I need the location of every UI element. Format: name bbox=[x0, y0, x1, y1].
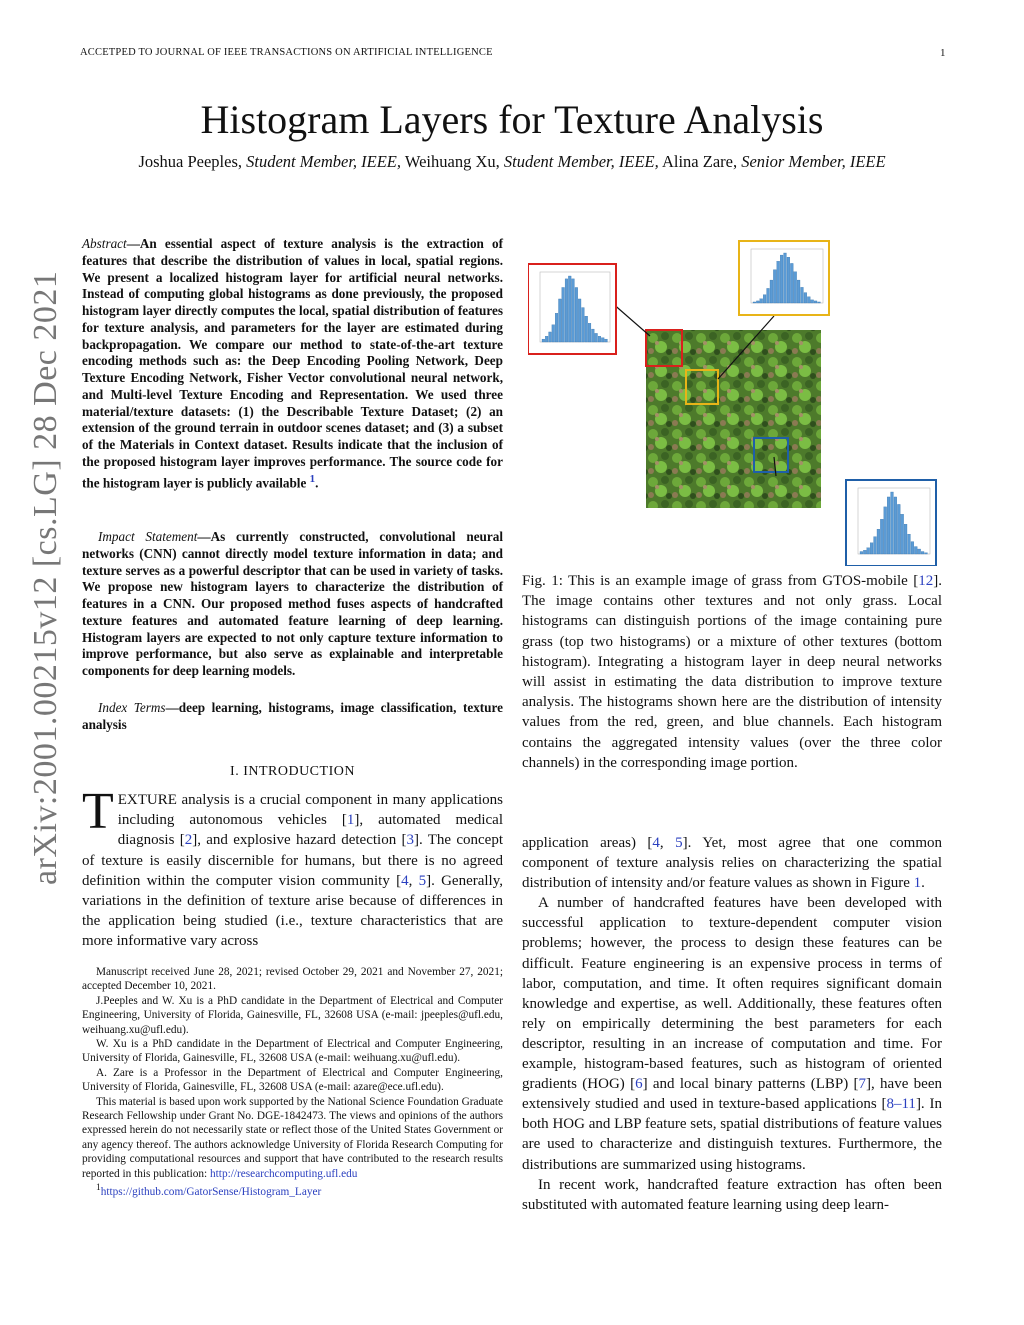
histogram-bar bbox=[904, 524, 907, 554]
author-name: Weihuang Xu, bbox=[401, 152, 504, 171]
histogram-bar bbox=[901, 514, 904, 554]
text: , bbox=[408, 872, 419, 889]
body-text bbox=[522, 833, 942, 1215]
histogram-bar bbox=[592, 329, 595, 342]
author-line bbox=[0, 152, 1024, 172]
histogram-bar bbox=[797, 280, 800, 303]
author-role: Student Member, IEEE, bbox=[503, 152, 659, 171]
histogram-bar bbox=[818, 302, 821, 303]
histogram-bar bbox=[585, 316, 588, 342]
histogram-bar bbox=[770, 280, 773, 303]
histogram-bar bbox=[780, 255, 783, 303]
histogram-bar bbox=[794, 272, 797, 303]
running-header: ACCETPED TO JOURNAL OF IEEE TRANSACTIONS ON ARTIFICIAL INTELLIGENCE bbox=[80, 47, 493, 58]
histogram-bar bbox=[884, 507, 887, 554]
abstract bbox=[82, 236, 503, 492]
histogram-bar bbox=[887, 497, 890, 554]
histogram-bar bbox=[908, 534, 911, 554]
author-role: Student Member, IEEE, bbox=[246, 152, 402, 171]
histogram-bar bbox=[790, 263, 793, 303]
histogram-bar bbox=[880, 519, 883, 554]
histogram-bar bbox=[559, 299, 562, 342]
text: . bbox=[921, 875, 925, 892]
impact-statement bbox=[82, 529, 503, 680]
intro-paragraph bbox=[82, 783, 503, 952]
histogram-bar bbox=[562, 287, 565, 342]
citation-link[interactable]: 5 bbox=[418, 872, 427, 889]
histogram-bar bbox=[601, 338, 604, 342]
abstract-text: —An essential aspect of texture analysis is the extraction of features that describe the distribution of values in local, spatial regions. We present a localized histogram layer for artificial neural networks. Instead of computing global histograms as done previously, the proposed histogram layer directly computes the local, spatial distribution of features for texture analysis, and parameters for the layer are estimated during backpropagation. We compare our method to state-of-the-art texture encoding methods such as: the Deep Encoding Pooling Network, Deep Texture Encoding Network, Fisher Vector convolutional neural network, and Multi-level Texture Encoding and Representation. We used three material/texture datasets: (1) the Describable Texture Dataset; (2) an extension of the ground terrain in outdoor scenes dataset; and (3) a subset of the Materials in Context dataset. Results indicate that the inclusion of the proposed histogram layer improves performance. The source code for the histogram layer is publicly available bbox=[82, 236, 503, 490]
paper-title: Histogram Layers for Texture Analysis bbox=[200, 97, 824, 142]
histogram-bar bbox=[568, 276, 571, 342]
histogram-bar bbox=[542, 339, 545, 342]
footnote bbox=[82, 1181, 503, 1199]
citation-link[interactable]: 1 bbox=[346, 812, 355, 829]
text: EXTURE analysis is a crucial component in many applications including autonomous vehicles [ bbox=[117, 792, 503, 829]
index-label: Index Terms bbox=[98, 700, 166, 715]
arxiv-stamp: arXiv:2001.00215v12 [cs.LG] 28 Dec 2021 bbox=[27, 270, 64, 885]
histogram-bar bbox=[555, 313, 558, 342]
histogram-bar bbox=[918, 549, 921, 554]
histogram-bar bbox=[767, 288, 770, 303]
github-link[interactable]: https://github.com/GatorSense/Histogram_Layer bbox=[100, 1185, 322, 1198]
histogram-bar bbox=[804, 293, 807, 303]
histogram-bar bbox=[877, 529, 880, 554]
text: This material is based upon work supported by the National Science Foundation Graduate Research Fellowship under Grant No. DGE-1842473. The views and opinions of the authors expressed herein do not necessarily state or reflect those of the United States Government or any agency thereof. The authors acknowledge University of Florida Research Computing for providing computational resources and support that have contributed to the research results reported in this publication: bbox=[82, 1095, 503, 1180]
histogram-bar bbox=[552, 325, 555, 342]
citation-link[interactable]: 12 bbox=[918, 573, 934, 589]
footnote: W. Xu is a PhD candidate in the Department of Electrical and Computer Engineering, University of Florida, Gainesville, FL, 32608 USA (e-mail: weihuang.xu@ufl.edu). bbox=[82, 1038, 503, 1065]
text: ]. Generally, variations in the definition of texture arise because of differences in the application being studied (i.e., texture characteristics that are more informative vary across bbox=[82, 872, 503, 950]
url-link[interactable]: http://researchcomputing.ufl.edu bbox=[210, 1167, 358, 1180]
text: ], and explosive hazard detection [ bbox=[192, 832, 407, 849]
histogram-bar bbox=[598, 336, 601, 342]
histogram-bar bbox=[575, 287, 578, 342]
text: , bbox=[659, 835, 676, 851]
text: A number of handcrafted features have been developed with successful application to texture-dependent computer vision problems; however, the process to design these features can be difficult. Feature engineering is an expensive process in terms of labor, computation, and time. It often requires significant domain knowledge and expertise, as well. Additionally, these features often rely on empirically determining the best parameters for each descriptor, resulting in an increase of computation and time. For example, histogram-based features, such as histogram of oriented gradients (HOG) [ bbox=[522, 895, 942, 1093]
histogram-bar bbox=[588, 323, 591, 342]
histogram-bar bbox=[565, 279, 568, 342]
page-number: 1 bbox=[940, 47, 946, 59]
histogram-bar bbox=[894, 497, 897, 554]
footnote-mark[interactable]: 1 bbox=[309, 472, 316, 485]
citation-link[interactable]: 5 bbox=[675, 835, 683, 851]
impact-text: —As currently constructed, convolutional neural networks (CNN) cannot directly model texture information in data; and texture serves as a powerful descriptor that can be used in variety of tasks. We propose new histogram layers to characterize the distribution of features in a CNN. Our proposed method fuses aspects of handcrafted texture features and automated feature learning of deep learning. Histogram layers are expected to not only capture texture information to improve performance, but also serve as explainable and interpretable components for deep learning models. bbox=[82, 529, 503, 678]
histogram-bar bbox=[874, 537, 877, 554]
histogram-bar bbox=[867, 548, 870, 554]
histogram-bar bbox=[784, 253, 787, 303]
histogram-bar bbox=[814, 301, 817, 303]
paragraph: In recent work, handcrafted feature extraction has often been substituted with automated feature learning using deep learn- bbox=[522, 1176, 942, 1213]
footnote bbox=[82, 1095, 503, 1181]
histogram-bar bbox=[753, 302, 756, 303]
histogram-bar bbox=[572, 279, 575, 342]
citation-link[interactable]: 7 bbox=[858, 1076, 866, 1093]
author-name: Joshua Peeples, bbox=[138, 152, 247, 171]
footnote: A. Zare is a Professor in the Department of Electrical and Computer Engineering, University of Florida, Gainesville, FL, 32608 USA (e-mail: azare@ece.ufl.edu). bbox=[82, 1066, 503, 1094]
text: ]. Yet, most agree that one common component of texture analysis relies on characterizing the spatial distribution of intensity and/or feature values as shown in Figure bbox=[522, 835, 942, 892]
histogram-bar bbox=[578, 299, 581, 342]
histogram-bar bbox=[549, 332, 552, 342]
citation-link[interactable]: 6 bbox=[635, 1076, 643, 1093]
section-heading: I. INTRODUCTION bbox=[230, 764, 355, 779]
histogram-bar bbox=[863, 550, 866, 554]
impact-label: Impact Statement bbox=[98, 529, 198, 544]
histogram-bar bbox=[921, 552, 924, 554]
footnote: J.Peeples and W. Xu is a PhD candidate in the Department of Electrical and Computer Engineering, University of Florida, Gainesville, FL, 32608 USA (e-mail: jpeeples@ufl.edu, weihuang.xu@ufl.edu). bbox=[82, 994, 503, 1036]
histogram-bar bbox=[777, 261, 780, 303]
histogram-bar bbox=[807, 297, 810, 303]
paragraph bbox=[522, 833, 942, 893]
histogram-bar bbox=[801, 287, 804, 303]
histogram-bar bbox=[763, 295, 766, 303]
author-name: Alina Zare, bbox=[658, 152, 742, 171]
text: Fig. 1: This is an example image of grass from GTOS-mobile [ bbox=[522, 573, 919, 589]
text: ], automated medical diagnosis [ bbox=[117, 812, 503, 849]
histogram-bar bbox=[860, 552, 863, 554]
histogram-bar bbox=[897, 504, 900, 554]
figure-link[interactable]: 1 bbox=[913, 875, 922, 892]
grass-photo bbox=[646, 330, 821, 508]
index-text: —deep learning, histograms, image classification, texture analysis bbox=[82, 700, 503, 732]
histogram-bar bbox=[773, 270, 776, 303]
text: ]. The image contains other textures and not only grass. Local histograms can distinguish portions of the image containing pure grass (top two histograms) or a mixture of other textures (bottom histogram). Integrating a histogram layer in deep neural networks will assist in estimating the data distribution to improve texture analysis. The histograms shown here are the distribution of intensity values from the red, green, and blue channels. Each histogram contains the aggregated intensity values (over the three color channels) in the corresponding image portion. bbox=[522, 573, 942, 771]
histogram-bar bbox=[595, 333, 598, 342]
histogram-bar bbox=[925, 553, 928, 554]
figure-grass-histograms bbox=[528, 236, 940, 566]
text: ]. The concept of texture is easily discernible for humans, but there is no agreed definition within the computer vision community [ bbox=[82, 832, 503, 889]
histogram-bar bbox=[605, 339, 608, 342]
histogram-bar bbox=[911, 542, 914, 554]
index-terms bbox=[82, 700, 503, 734]
text: ], have been extensively studied and used in texture-based applications [ bbox=[522, 1076, 942, 1113]
histogram-bar bbox=[811, 300, 814, 303]
histogram-bar bbox=[545, 336, 548, 342]
text: application areas) [ bbox=[522, 835, 653, 851]
author-role: Senior Member, IEEE bbox=[741, 152, 886, 171]
citation-link[interactable]: 8–11 bbox=[886, 1096, 916, 1113]
abstract-end: . bbox=[315, 474, 319, 490]
citation-link[interactable]: 4 bbox=[401, 872, 409, 889]
histogram-bar bbox=[870, 543, 873, 554]
citation-link[interactable]: 2 bbox=[184, 832, 193, 849]
citation-link[interactable]: 4 bbox=[652, 835, 660, 851]
histogram-bar bbox=[756, 301, 759, 303]
citation-link[interactable]: 3 bbox=[406, 832, 414, 849]
histogram-bar bbox=[787, 257, 790, 303]
figure-caption bbox=[522, 571, 942, 773]
histogram-bar bbox=[891, 492, 894, 554]
dropcap: T bbox=[82, 783, 114, 840]
abstract-label: Abstract bbox=[82, 236, 127, 251]
footnote-mark: 1 bbox=[96, 1183, 101, 1194]
text: ] and local binary patterns (LBP) [ bbox=[642, 1076, 859, 1093]
footnotes bbox=[82, 965, 503, 1199]
text: ]. In both HOG and LBP feature sets, spatial distributions of feature values are used to characterize and distinguish textures. Furthermore, the distributions are summarized using histograms. bbox=[522, 1096, 942, 1173]
footnote: Manuscript received June 28, 2021; revised October 29, 2021 and November 27, 2021; accepted December 10, 2021. bbox=[82, 966, 503, 993]
histogram-bar bbox=[914, 547, 917, 554]
histogram-bar bbox=[760, 299, 763, 303]
histogram-bar bbox=[582, 308, 585, 342]
paragraph bbox=[522, 893, 942, 1174]
